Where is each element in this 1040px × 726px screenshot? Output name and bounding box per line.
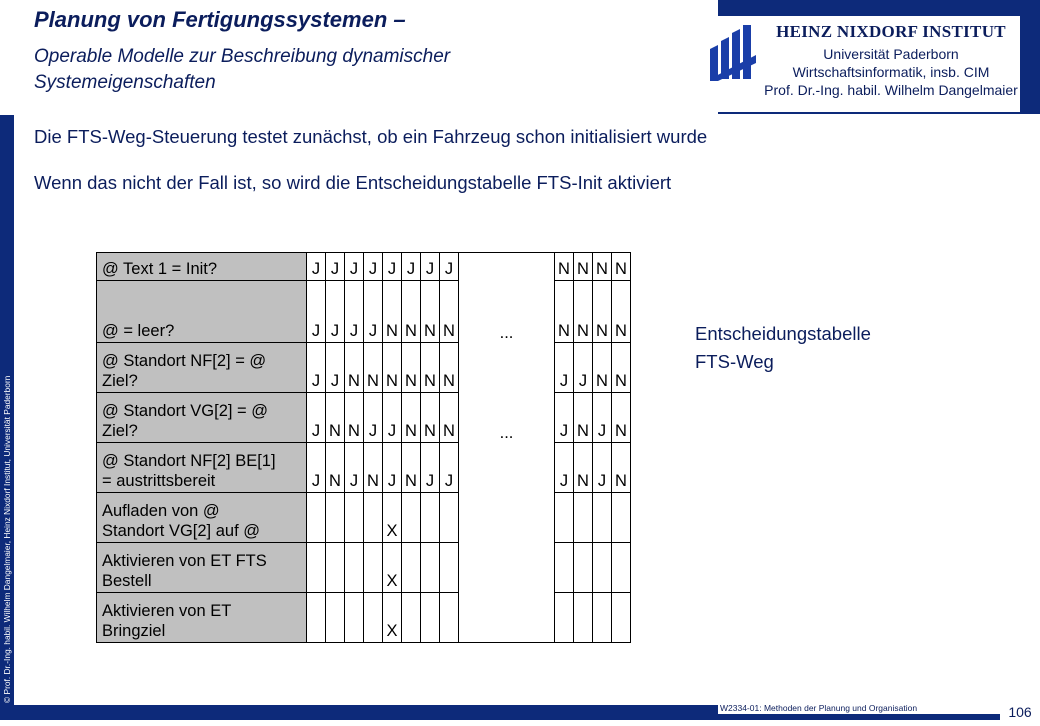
rule-cell: N: [364, 343, 383, 393]
condition-label-line: @ Standort VG[2] = @: [102, 402, 269, 420]
rule-cell: [345, 543, 364, 593]
decision-row: [97, 443, 631, 493]
rule-cell: N: [574, 393, 593, 443]
table-caption: [695, 320, 871, 376]
rule-cell: X: [383, 543, 402, 593]
rule-cell: [364, 593, 383, 643]
logo-professor: Prof. Dr.-Ing. habil. Wilhelm Dangelmaier: [764, 82, 1018, 98]
rule-cell: J: [555, 393, 574, 443]
rule-cell: N: [574, 281, 593, 343]
rule-cell: [402, 593, 421, 643]
rule-cell: [326, 593, 345, 643]
decision-row: [97, 281, 631, 343]
ellipsis-cell: ...: [459, 281, 555, 343]
rule-cell: N: [593, 281, 612, 343]
rule-cell: [612, 593, 631, 643]
condition-label-line: Aktivieren von ET: [102, 602, 232, 620]
condition-label-line: Ziel?: [102, 422, 138, 440]
rule-cell: J: [307, 393, 326, 443]
subtitle-line-1: Operable Modelle zur Beschreibung dynamischer: [34, 46, 451, 67]
rule-cell: J: [383, 443, 402, 493]
rule-cell: N: [440, 393, 459, 443]
rule-cell: N: [440, 343, 459, 393]
ellipsis-cell: [459, 493, 555, 543]
caption-line-1: Entscheidungstabelle: [695, 323, 871, 344]
rule-cell: [421, 493, 440, 543]
rule-cell: [307, 593, 326, 643]
rule-cell: J: [326, 343, 345, 393]
rule-cell: [345, 493, 364, 543]
condition-cell: [97, 281, 307, 343]
rule-cell: J: [345, 443, 364, 493]
decision-row: [97, 493, 631, 543]
rule-cell: N: [402, 443, 421, 493]
rule-cell: N: [402, 343, 421, 393]
rule-cell: [612, 543, 631, 593]
ellipsis-cell: [459, 443, 555, 493]
logo-department: Wirtschaftsinformatik, insb. CIM: [792, 64, 990, 80]
rule-cell: N: [364, 443, 383, 493]
rule-cell: [440, 593, 459, 643]
rule-cell: J: [421, 443, 440, 493]
rule-cell: [307, 543, 326, 593]
rule-cell: J: [440, 443, 459, 493]
rule-cell: N: [574, 443, 593, 493]
rule-cell: N: [555, 281, 574, 343]
condition-label-line: Aufladen von @: [102, 502, 220, 520]
rule-cell: N: [421, 343, 440, 393]
decision-row: [97, 593, 631, 643]
text-line-2: Wenn das nicht der Fall ist, so wird die Entscheidungstabelle FTS-Init aktiviert: [34, 172, 672, 193]
rule-cell: N: [383, 343, 402, 393]
rule-cell: J: [326, 253, 345, 281]
rule-cell: N: [421, 393, 440, 443]
condition-label-line: @ Standort NF[2] BE[1]: [102, 452, 276, 470]
rule-cell: [421, 543, 440, 593]
text-line-1: Die FTS-Weg-Steuerung testet zunächst, ob ein Fahrzeug schon initialisiert wurde: [34, 126, 708, 147]
rule-cell: N: [612, 281, 631, 343]
rule-cell: N: [574, 253, 593, 281]
rule-cell: [612, 493, 631, 543]
ellipsis-cell: [459, 343, 555, 393]
rule-cell: N: [612, 443, 631, 493]
course-label: W2334-01: Methoden der Planung und Organisation: [718, 702, 1002, 714]
decision-row: [97, 393, 631, 443]
decision-row: [97, 343, 631, 393]
condition-cell: [97, 493, 307, 543]
decision-table: [96, 252, 631, 643]
logo-university: Universität Paderborn: [823, 46, 959, 62]
condition-label-line: = austrittsbereit: [102, 472, 216, 490]
rule-cell: [421, 593, 440, 643]
rule-cell: N: [383, 281, 402, 343]
condition-cell: [97, 393, 307, 443]
rule-cell: J: [383, 253, 402, 281]
rule-cell: N: [612, 393, 631, 443]
rule-cell: N: [612, 343, 631, 393]
rule-cell: [574, 543, 593, 593]
rule-cell: N: [326, 393, 345, 443]
rule-cell: X: [383, 493, 402, 543]
rule-cell: N: [345, 343, 364, 393]
rule-cell: [440, 493, 459, 543]
condition-cell: [97, 253, 307, 281]
institute-logo-icon: [710, 25, 756, 81]
rule-cell: N: [345, 393, 364, 443]
rule-cell: N: [421, 281, 440, 343]
rule-cell: X: [383, 593, 402, 643]
rule-cell: N: [440, 281, 459, 343]
condition-label-line: [102, 301, 306, 321]
copyright-text: © Prof. Dr.-Ing. habil. Wilhelm Dangelmaier, Heinz Nixdorf Institut, Universität Paderborn: [2, 375, 12, 703]
condition-label-line: @ Text 1 = Init?: [102, 260, 218, 278]
rule-cell: J: [421, 253, 440, 281]
page-number: 106: [1000, 698, 1040, 720]
rule-cell: J: [555, 443, 574, 493]
rule-cell: J: [364, 253, 383, 281]
rule-cell: [364, 493, 383, 543]
rule-cell: J: [307, 343, 326, 393]
rule-cell: J: [307, 253, 326, 281]
rule-cell: J: [555, 343, 574, 393]
rule-cell: N: [402, 281, 421, 343]
condition-label-line: Ziel?: [102, 372, 138, 390]
rule-cell: [593, 493, 612, 543]
rule-cell: N: [555, 253, 574, 281]
ellipsis-cell: [459, 593, 555, 643]
condition-label-line: @ = leer?: [102, 322, 175, 340]
rule-cell: J: [383, 393, 402, 443]
rule-cell: J: [364, 281, 383, 343]
rule-cell: J: [307, 281, 326, 343]
rule-cell: [326, 493, 345, 543]
slide-subtitle: [34, 44, 684, 96]
rule-cell: J: [307, 443, 326, 493]
rule-cell: J: [326, 281, 345, 343]
condition-cell: [97, 343, 307, 393]
condition-label-line: Aktivieren von ET FTS: [102, 552, 267, 570]
condition-cell: [97, 443, 307, 493]
caption-line-2: FTS-Weg: [695, 351, 774, 372]
subtitle-line-2: Systemeigenschaften: [34, 72, 216, 93]
rule-cell: [555, 593, 574, 643]
rule-cell: N: [593, 343, 612, 393]
rule-cell: [555, 493, 574, 543]
rule-cell: N: [612, 253, 631, 281]
rule-cell: J: [345, 281, 364, 343]
rule-cell: J: [345, 253, 364, 281]
condition-cell: [97, 543, 307, 593]
ellipsis-cell: [459, 253, 555, 281]
rule-cell: [345, 593, 364, 643]
condition-label-line: Standort VG[2] auf @: [102, 522, 260, 540]
rule-cell: [364, 543, 383, 593]
rule-cell: [555, 543, 574, 593]
slide-title: Planung von Fertigungssystemen –: [34, 7, 406, 32]
rule-cell: [307, 493, 326, 543]
rule-cell: [574, 593, 593, 643]
condition-cell: [97, 593, 307, 643]
rule-cell: J: [364, 393, 383, 443]
rule-cell: [402, 493, 421, 543]
decision-row: [97, 253, 631, 281]
condition-label-line: Bestell: [102, 572, 152, 590]
rule-cell: [593, 543, 612, 593]
rule-cell: J: [402, 253, 421, 281]
rule-cell: N: [326, 443, 345, 493]
rule-cell: J: [440, 253, 459, 281]
rule-cell: N: [402, 393, 421, 443]
ellipsis-cell: ...: [459, 393, 555, 443]
rule-cell: N: [593, 253, 612, 281]
condition-label-line: Bringziel: [102, 622, 166, 640]
rule-cell: J: [593, 443, 612, 493]
rule-cell: J: [574, 343, 593, 393]
rule-cell: [574, 493, 593, 543]
rule-cell: [326, 543, 345, 593]
decision-row: [97, 543, 631, 593]
rule-cell: [402, 543, 421, 593]
rule-cell: J: [593, 393, 612, 443]
rule-cell: [593, 593, 612, 643]
rule-cell: [440, 543, 459, 593]
logo-institute-name: HEINZ NIXDORF INSTITUT: [776, 22, 1006, 41]
ellipsis-cell: [459, 543, 555, 593]
condition-label-line: @ Standort NF[2] = @: [102, 352, 267, 370]
